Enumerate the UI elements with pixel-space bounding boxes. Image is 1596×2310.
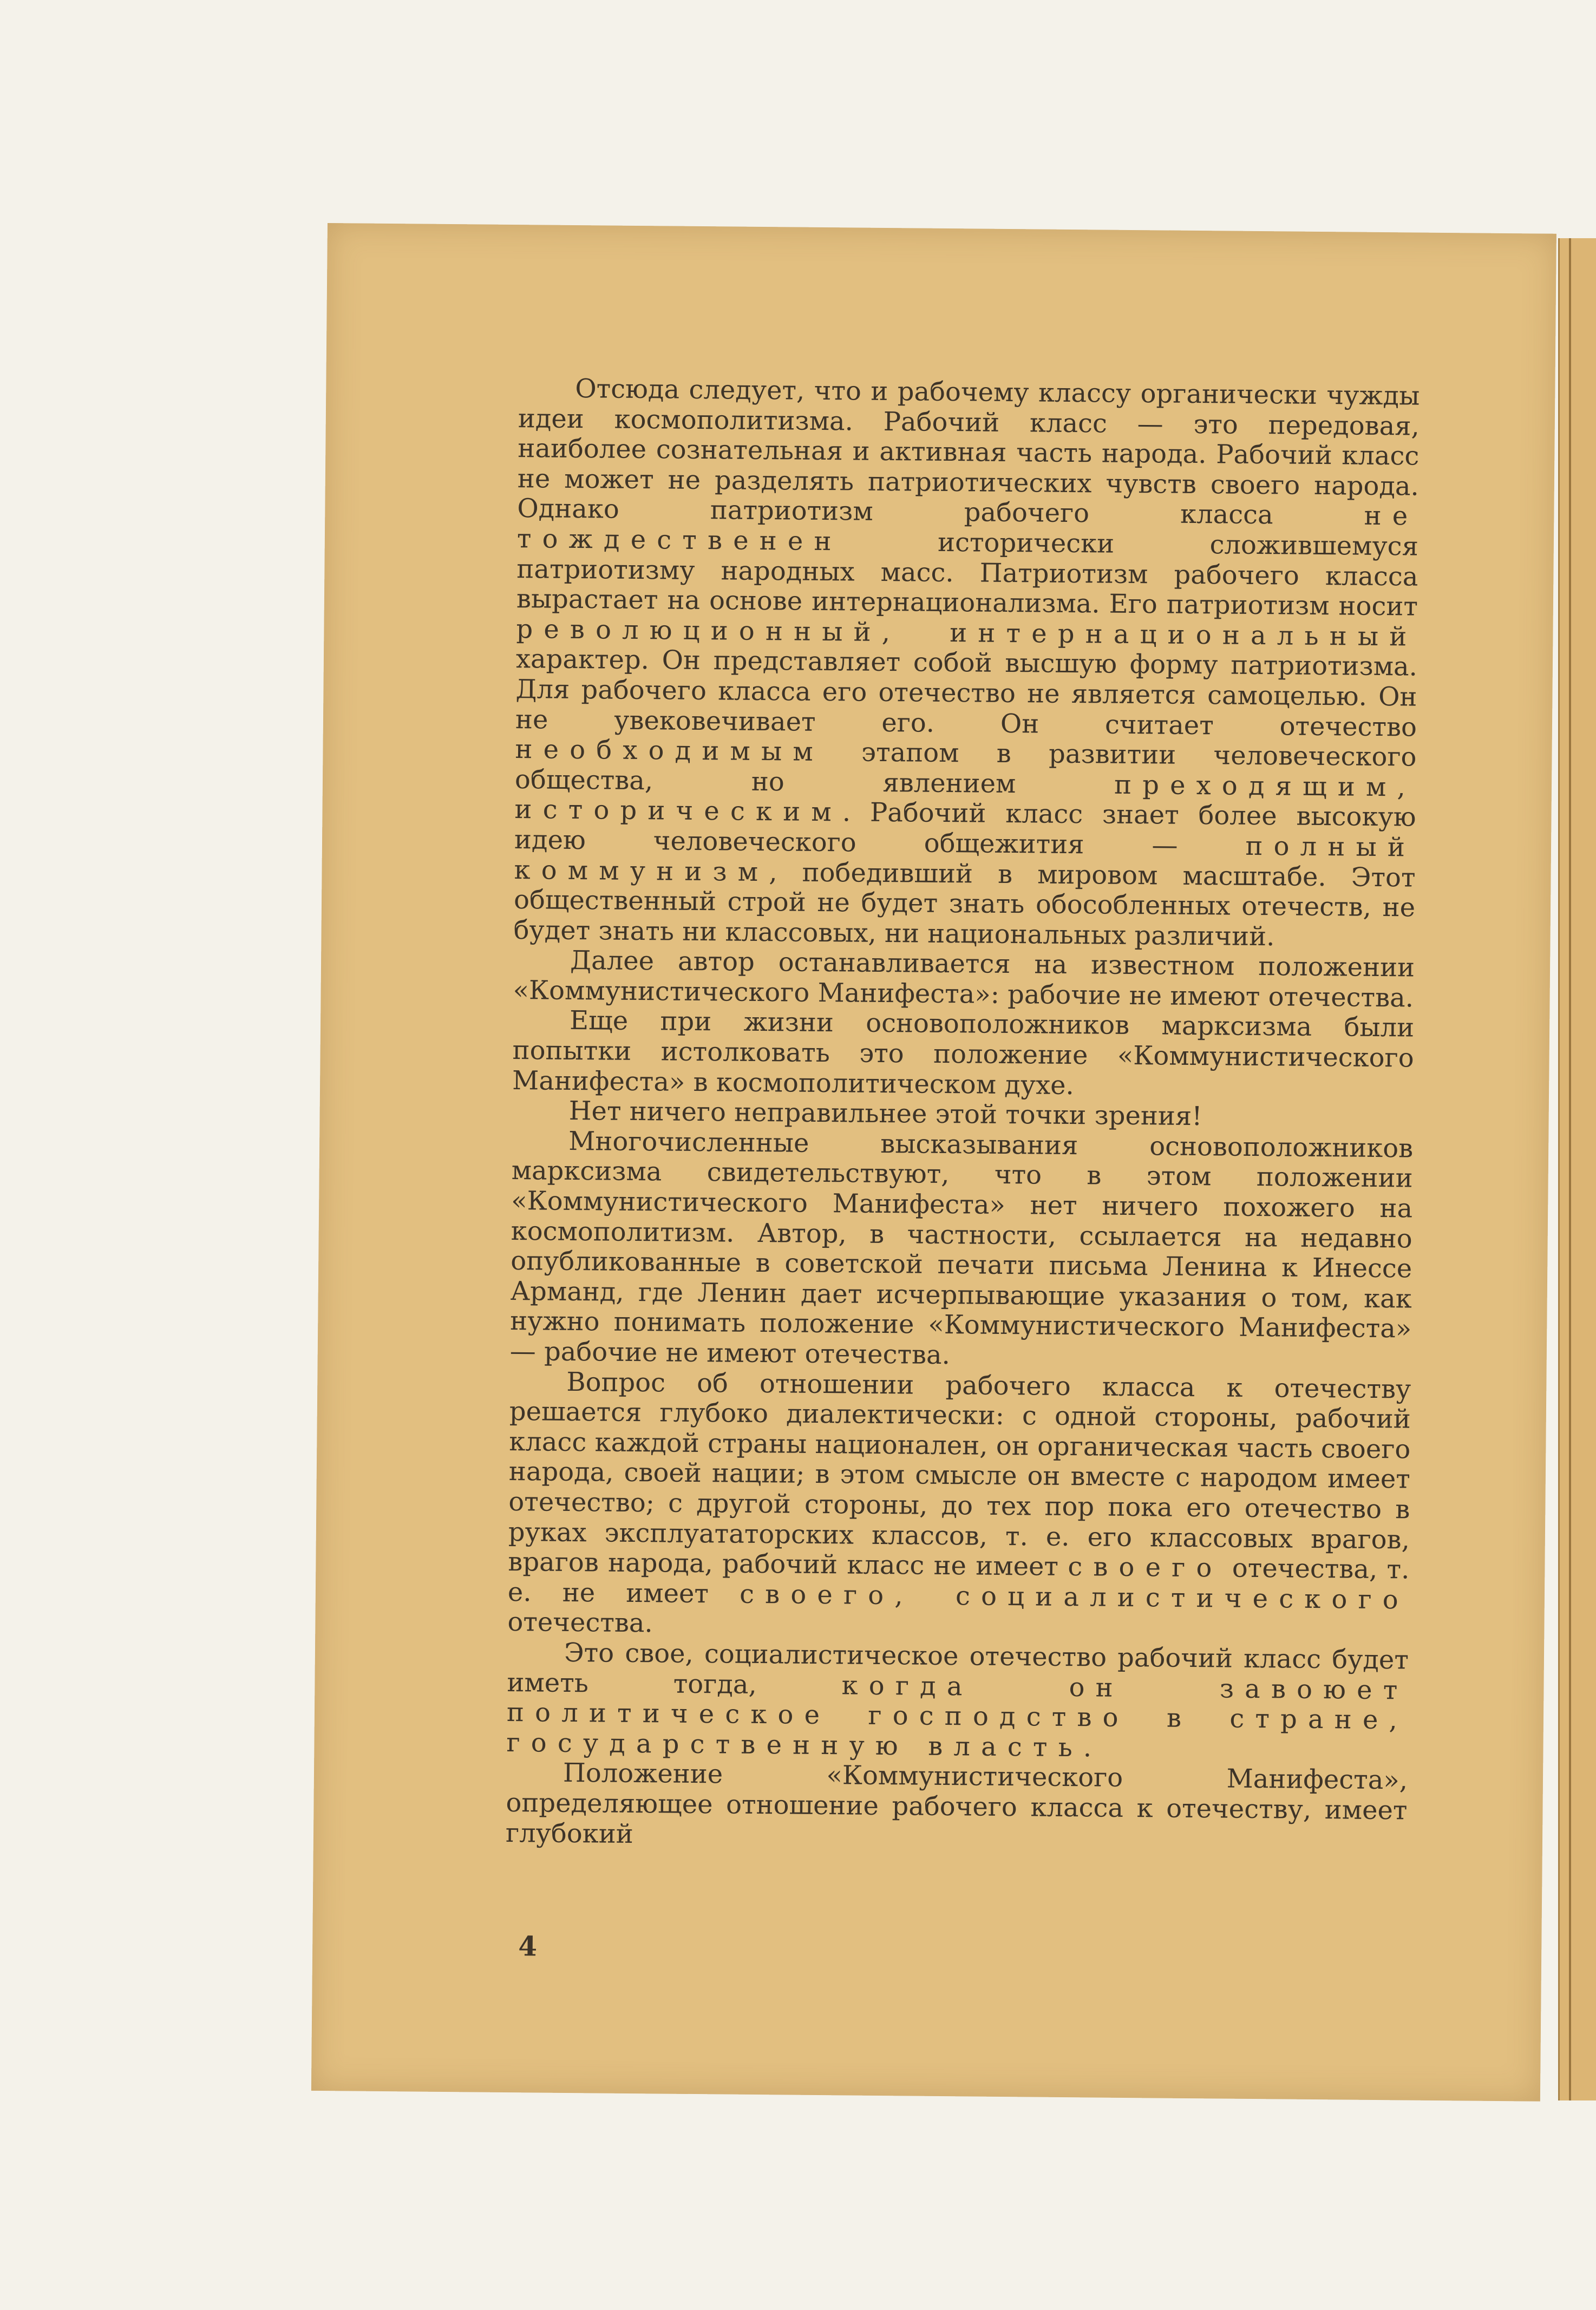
emphasis-text: не тождественен <box>516 501 1419 557</box>
text-run: отечества, т. е. не имеет <box>507 1553 1410 1609</box>
text-run: , победивший в мировом масштабе. Этот общественный строй не будет знать обособленных отечеств, не будет знать ни классовых, ни национальных различий. <box>513 856 1416 952</box>
emphasis-text: своего, социалистического <box>739 1579 1410 1615</box>
paragraph <box>506 1638 1409 1766</box>
facing-page-edge <box>1558 238 1596 2100</box>
text-run: этапом в развитии человеческого общества, но явлением <box>514 737 1417 800</box>
text-run: Вопрос об отношении рабочего класса к отечеству решается глубоко диалектически: с одной стороны, рабочий класс каждой страны национален, он органическая часть своего народа, своей нации; в этом смысле он вместе с народом имеет отечество; с другой стороны, до тех пор пока его отечество в руках эксплуататорских классов, т. е. его классовых врагов, врагов народа, рабочий класс не имеет <box>508 1366 1411 1582</box>
text-run: Это свое, социалистическое отечество рабочий класс будет иметь тогда, <box>507 1637 1409 1700</box>
body-text <box>506 374 1420 1856</box>
text-run: Многочисленные высказывания основоположников марксизма свидетельствуют, что в этом положении «Коммунистического Манифеста» нет ничего похожего на космополитизм. Автор, в частности, ссылается на недавно опубликованные в советской печати письма Ленина к Инессе Арманд, где Ленин дает исчерпывающие указания о том, как нужно понимать положение «Коммунистического Манифеста» — рабочие не имеют отечества. <box>509 1125 1414 1371</box>
text-run: . <box>1083 1732 1092 1763</box>
text-run: Еще при жизни основоположников марксизма были попытки истолковать это положение «Коммунистического Манифеста» в космополитическом духе. <box>512 1005 1415 1101</box>
paragraph <box>513 945 1415 1013</box>
paragraph <box>513 374 1420 953</box>
emphasis-text: необходимым <box>515 734 825 768</box>
text-run: характер. Он представляет собой высшую форму патриотизма. Для рабочего класса его отечество не является самоцелью. Он не увековечивает его. Он считает отечество <box>515 644 1418 743</box>
text-run: . Рабочий класс знает более высокую идею человеческого общежития — <box>514 797 1416 861</box>
emphasis-text: преходящим, историческим <box>514 769 1417 828</box>
paragraph <box>510 1126 1414 1375</box>
text-run: исторически сложившемуся патриотизму народных масс. Патриотизм рабочего класса вырастает на основе интернационализма. Его патриотизм носит <box>516 526 1419 622</box>
binding-gutter <box>1569 238 1571 2100</box>
page-number: 4 <box>518 1930 538 1962</box>
text-run: Далее автор останавливается на известном положении «Коммунистического Манифеста»: рабочие не имеют отечества. <box>513 945 1415 1013</box>
text-run: Положение «Коммунистического Манифеста», определяющее отношение рабочего класса к отечеству, имеет глубокий <box>505 1758 1408 1849</box>
text-run: Отсюда следует, что и рабочему классу органически чужды идеи космополитизма. Рабочий класс — это передовая, наиболее сознательная и активная часть народа. Рабочий класс не может не разделять патриотических чувств своего народа. Однако патриотизм рабочего класса <box>517 374 1420 532</box>
paragraph <box>512 1006 1414 1104</box>
text-run: Нет ничего неправильнее этой точки зрения! <box>568 1096 1202 1132</box>
text-run: отечества. <box>507 1607 653 1639</box>
paragraph <box>507 1367 1411 1646</box>
emphasis-text: когда он завоюет политическое господство в стране, государственную власть <box>506 1670 1409 1763</box>
book-page <box>311 223 1556 2102</box>
emphasis-text: полный коммунизм <box>514 830 1416 887</box>
paragraph <box>506 1758 1408 1856</box>
emphasis-text: своего <box>1068 1552 1223 1583</box>
emphasis-text: революционный, интернациональный <box>516 613 1418 652</box>
